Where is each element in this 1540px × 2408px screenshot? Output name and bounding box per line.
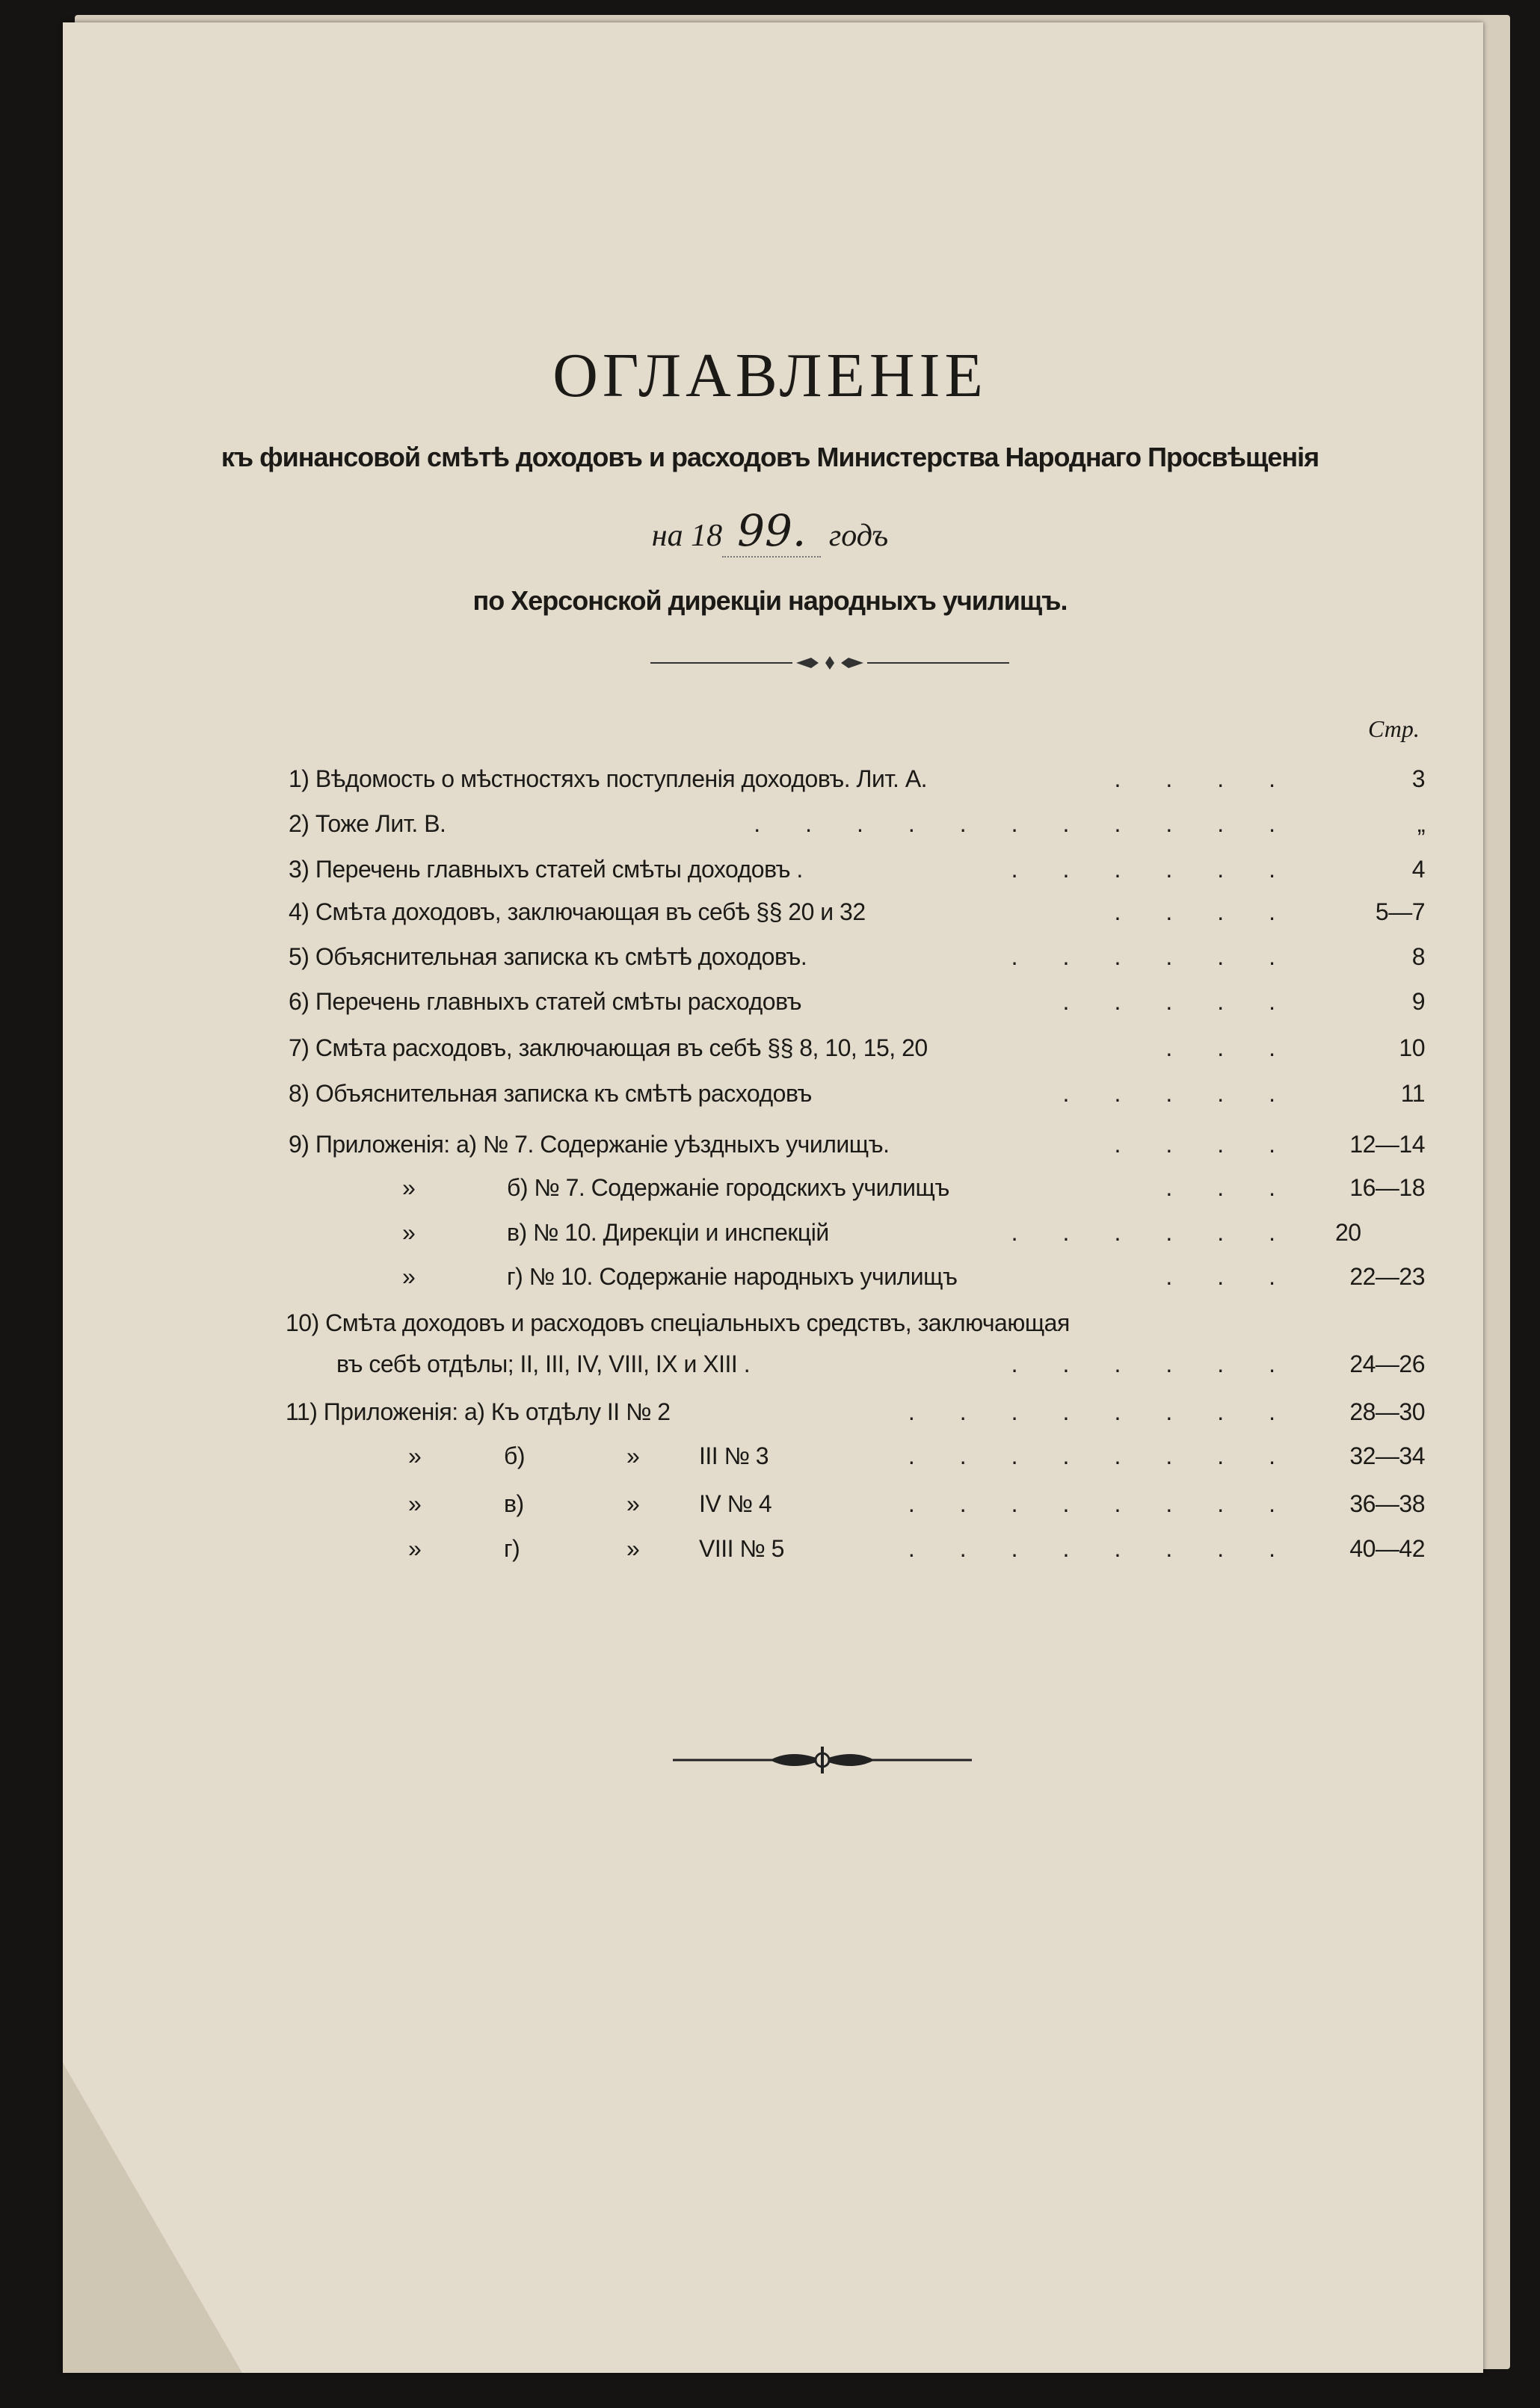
toc-entry-text: 7) Смѣта расходовъ, заключающая въ себѣ §§ 8, 10, 15, 20 [289, 1034, 928, 1061]
section-ref: IV № 4 [699, 1490, 772, 1517]
dot-leader: ........ [908, 1442, 1320, 1469]
sub-letter: в) [504, 1490, 524, 1517]
toc-row [0, 1439, 1425, 1472]
dot-leader: ........ [908, 1398, 1320, 1425]
year-handwritten: 99. [722, 505, 821, 558]
page-number: 12—14 [1349, 1131, 1425, 1158]
page-number: 40—42 [1349, 1535, 1425, 1562]
toc-row [0, 1216, 1425, 1249]
page-number: 8 [1411, 943, 1425, 970]
sub-letter: б) [504, 1442, 525, 1469]
subtitle: къ финансовой смѣтѣ доходовъ и расходовъ Министерства Народнаго Просвѣщенія [221, 442, 1319, 472]
dot-leader: ... [1165, 1174, 1320, 1201]
dot-leader: ...... [1011, 1219, 1320, 1246]
section-ref: III № 3 [699, 1442, 769, 1469]
toc-row [0, 1306, 1425, 1339]
toc-entry-text: 1) Вѣдомость о мѣстностяхъ поступленія доходовъ. Лит. А. [289, 765, 928, 792]
toc-entry-text: б) № 7. Содержаніе городскихъ училищъ [507, 1174, 949, 1201]
page-number: 28—30 [1349, 1398, 1425, 1425]
ditto-mark: » [402, 1219, 416, 1246]
page-number: 11 [1400, 1080, 1425, 1107]
ditto-mark: » [626, 1535, 640, 1562]
toc-entry-text: 9) Приложенія: а) № 7. Содержаніе уѣздныхъ училищъ. [289, 1131, 890, 1158]
toc-entry-text: 5) Объяснительная записка къ смѣтѣ доходовъ. [289, 943, 807, 970]
toc-row [0, 940, 1425, 973]
year-prefix: на 18 [651, 519, 723, 553]
dot-leader: ... [1165, 1034, 1320, 1061]
dot-leader: ..... [1062, 988, 1320, 1015]
ditto-mark: » [626, 1442, 640, 1469]
ornament-divider-top [650, 652, 1009, 674]
page-number: 10 [1399, 1034, 1425, 1061]
toc-row [0, 1487, 1425, 1520]
dot-leader: .... [1114, 898, 1320, 925]
page-number: 4 [1411, 856, 1425, 883]
year-line [0, 502, 1540, 559]
dot-leader: .... [1114, 1131, 1320, 1158]
dot-leader: ... [1165, 1263, 1320, 1290]
folded-corner [63, 2063, 242, 2373]
toc-row [0, 1031, 1425, 1064]
sub-letter: г) [504, 1535, 520, 1562]
direction-line: по Херсонской дирекціи народныхъ училищъ. [472, 585, 1068, 616]
dot-leader: .... [1114, 765, 1320, 792]
page-number: 5—7 [1375, 898, 1425, 925]
toc-row [0, 853, 1425, 886]
ditto-mark: » [402, 1174, 416, 1201]
toc-entry-text: въ себѣ отдѣлы; II, III, IV, VIII, IX и XIII . [336, 1350, 751, 1377]
page-column-label: Стр. [1368, 715, 1420, 742]
toc-entry-text: 10) Смѣта доходовъ и расходовъ спеціальныхъ средствъ, заключающая [286, 1309, 1070, 1336]
dot-leader: ........ [908, 1535, 1320, 1562]
toc-entry-text: 8) Объяснительная записка къ смѣтѣ расходовъ [289, 1080, 812, 1107]
toc-row [0, 1532, 1425, 1565]
toc-entry-text: 3) Перечень главныхъ статей смѣты доходовъ . [289, 856, 803, 883]
toc-row [0, 1128, 1425, 1161]
toc-entry-text: в) № 10. Дирекціи и инспекцій [507, 1219, 829, 1246]
toc-row [0, 762, 1425, 795]
toc-row [0, 1347, 1425, 1380]
page-number: 20 [1335, 1219, 1361, 1246]
toc-entry-text: 6) Перечень главныхъ статей смѣты расходовъ [289, 988, 802, 1015]
toc-entry-text: г) № 10. Содержаніе народныхъ училищъ [507, 1263, 958, 1290]
toc-row [0, 1260, 1425, 1293]
ditto-mark: » [402, 1263, 416, 1290]
toc-entry-text: 2) Тоже Лит. В. [289, 810, 446, 837]
toc-row [0, 985, 1425, 1018]
spacer [1070, 1306, 1425, 1339]
page-number: 36—38 [1349, 1490, 1425, 1517]
dot-leader: ........... [754, 810, 1320, 837]
ditto-mark: » [408, 1442, 422, 1469]
toc-row [0, 895, 1425, 928]
toc-entry-text: 4) Смѣта доходовъ, заключающая въ себѣ §§ 20 и 32 [289, 898, 866, 925]
dot-leader: ...... [1011, 1350, 1320, 1377]
toc-row [0, 1077, 1425, 1110]
page-number: 24—26 [1349, 1350, 1425, 1377]
page-number: 32—34 [1349, 1442, 1425, 1469]
page-number: 9 [1411, 988, 1425, 1015]
dot-leader: ..... [1062, 1080, 1320, 1107]
ditto-mark: » [408, 1535, 422, 1562]
page-number: 22—23 [1349, 1263, 1425, 1290]
section-ref: VIII № 5 [699, 1535, 784, 1562]
page-number: 16—18 [1349, 1174, 1425, 1201]
ditto-mark: » [408, 1490, 422, 1517]
dot-leader: ...... [1011, 856, 1320, 883]
dot-leader: ...... [1011, 943, 1320, 970]
page-number: 3 [1411, 765, 1425, 792]
toc-row [0, 1171, 1425, 1204]
page-number: „ [1417, 810, 1425, 837]
year-suffix: годъ [828, 519, 889, 553]
ditto-mark: » [626, 1490, 640, 1517]
dot-leader: ........ [908, 1490, 1320, 1517]
page-title: ОГЛАВЛЕНIЕ [552, 341, 988, 410]
toc-entry-text: 11) Приложенія: а) Къ отдѣлу II № 2 [286, 1398, 671, 1425]
toc-row [0, 1395, 1425, 1428]
toc-row [0, 807, 1425, 840]
ornament-divider-bottom [673, 1745, 972, 1775]
